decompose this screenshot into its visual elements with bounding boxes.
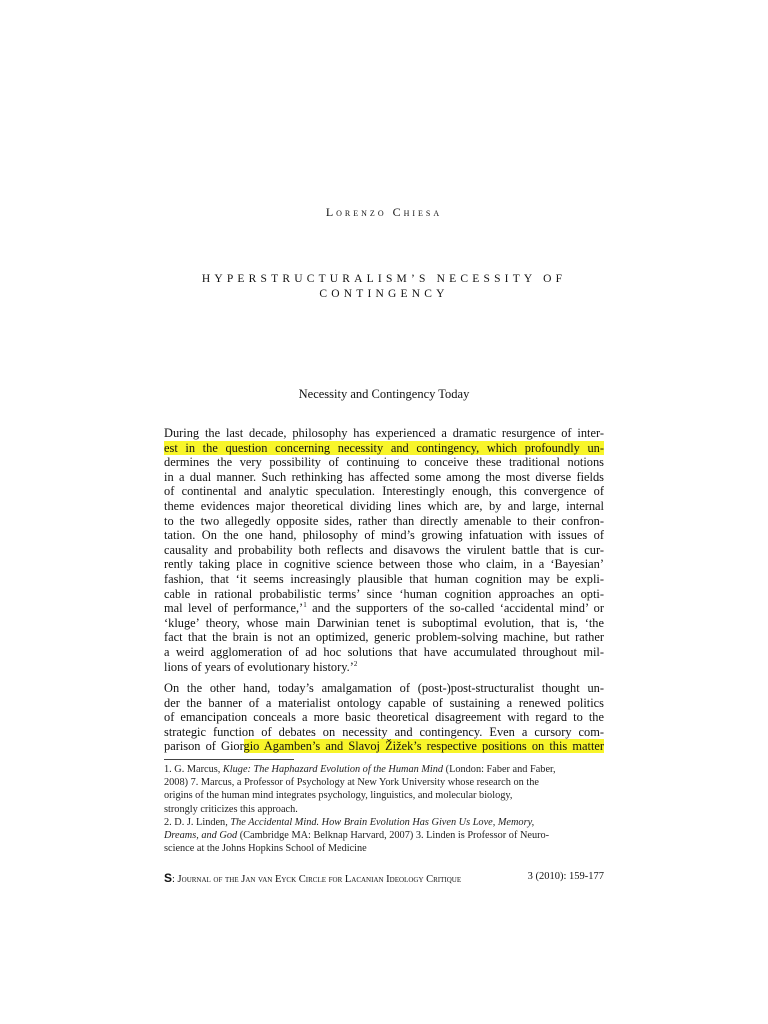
footnotes: [164, 763, 604, 855]
footnote-2-line: [164, 829, 604, 842]
paragraph-2: [164, 681, 604, 754]
highlighted-text: est in the question concerning necessity and contingency, which profoundly un-: [164, 440, 604, 455]
footnote-1-line: [164, 763, 604, 776]
footnote-ref-1[interactable]: 1: [303, 601, 307, 609]
journal-name: [164, 871, 461, 885]
text-line: During the last decade, philosophy has experienced a dramatic resurgence of inter-: [164, 426, 604, 440]
footnote-2-line: science at the Johns Hopkins School of Medicine: [164, 843, 367, 855]
text-segment: (London: Faber and Faber,: [443, 764, 556, 775]
book-title: Dreams, and God: [164, 830, 238, 842]
title-line: HYPERSTRUCTURALISM’S NECESSITY OF: [201, 273, 567, 285]
footnote-1-line: strongly criticizes this approach.: [164, 803, 298, 815]
text-segment: 1. G. Marcus,: [164, 764, 223, 775]
text-line: cable in rational probabilistic terms’ since ‘human cognition approaches an opti-: [164, 586, 604, 601]
text-line: in a dual manner. Such rethinking has affected some among the most diverse fields: [164, 469, 604, 484]
text-segment: 2. D. J. Linden,: [164, 816, 231, 828]
footnote-divider: [164, 759, 294, 760]
text-line: a weird agglomeration of ad hoc solutions that have accumulated throughout mil-: [164, 644, 604, 659]
text-segment: (Cambridge MA: Belknap Harvard, 2007) 3. Linden is Professor of Neuro-: [237, 830, 550, 842]
text-line: fact that the brain is not an optimized, generic problem-solving machine, but rather: [164, 630, 604, 645]
text-line: ‘kluge’ theory, whose main Darwinian tenet is suboptimal evolution, that is, ‘the: [164, 615, 604, 630]
section-heading: Necessity and Contingency Today: [298, 387, 470, 401]
text-line: [164, 660, 604, 675]
footnote-1-line: 2008) 7. Marcus, a Professor of Psychology at New York University whose research on the: [164, 777, 539, 789]
paragraph-1: [164, 426, 604, 674]
text-segment: and the supporters of the so-called ‘accidental mind’ or: [306, 601, 604, 616]
article-title: [180, 272, 588, 302]
text-segment: lions of years of evolutionary history.’: [164, 659, 354, 674]
text-line: of continental and analytic speculation. Interestingly enough, this convergence of: [164, 484, 604, 499]
text-line: strategic function of debates on necessity and contingency. Even a cursory com-: [164, 724, 604, 739]
text-line: rently taking place in cognitive science between those who claim, in a ‘Bayesian’: [164, 557, 604, 572]
text-segment: mal level of performance,’: [164, 601, 304, 616]
page-footer: [164, 871, 604, 885]
footnote-ref-2[interactable]: 2: [353, 659, 358, 668]
text-line: [164, 441, 604, 456]
text-line: causality and probability both reflects and disavows the virulent battle that is cur-: [164, 542, 604, 557]
book-title: The Accidental Mind. How Brain Evolution Has Given Us Love, Memory,: [230, 816, 535, 828]
footnote-1-line: origins of the human mind integrates psychology, linguistics, and molecular biology,: [164, 790, 513, 802]
author-name: Lorenzo Chiesa: [325, 205, 443, 219]
text-line: [164, 601, 604, 616]
footnote-2-line: [164, 816, 604, 829]
text-line: to the two allegedly opposite sides, rather than directly amenable to their confron-: [164, 513, 604, 528]
journal-logo-s: S: [164, 871, 173, 885]
issue-info: 3 (2010): 159-177: [527, 871, 604, 882]
text-line: [164, 739, 604, 754]
text-segment: parison of Gior: [164, 739, 244, 754]
text-line: theme evidences major theoretical dividing lines which are, by and large, internal: [164, 498, 604, 513]
text-line: of emancipation conceals a more basic theoretical disagreement with regard to the: [164, 710, 604, 725]
book-title: Kluge: The Haphazard Evolution of the Human Mind: [222, 764, 444, 775]
text-line: tation. On the one hand, philosophy of mind’s growing infatuation with issues of: [164, 528, 604, 543]
text-line: On the other hand, today’s amalgamation of (post-)post-structuralist thought un-: [164, 681, 604, 695]
text-line: dermines the very possibility of continuing to conceive these traditional notions: [164, 455, 604, 470]
highlighted-text: gio Agamben’s and Slavoj Žižek’s respective positions on this matter: [243, 739, 605, 754]
text-line: der the banner of a materialist ontology capable of sustaining a renewed politics: [164, 695, 604, 710]
title-line: CONTINGENCY: [319, 288, 449, 300]
text-segment: : Journal of the Jan van Eyck Circle for Lacanian Ideology Critique: [172, 874, 462, 885]
text-line: fashion, that ‘it seems increasingly plausible that human cognition may be expli-: [164, 571, 604, 586]
